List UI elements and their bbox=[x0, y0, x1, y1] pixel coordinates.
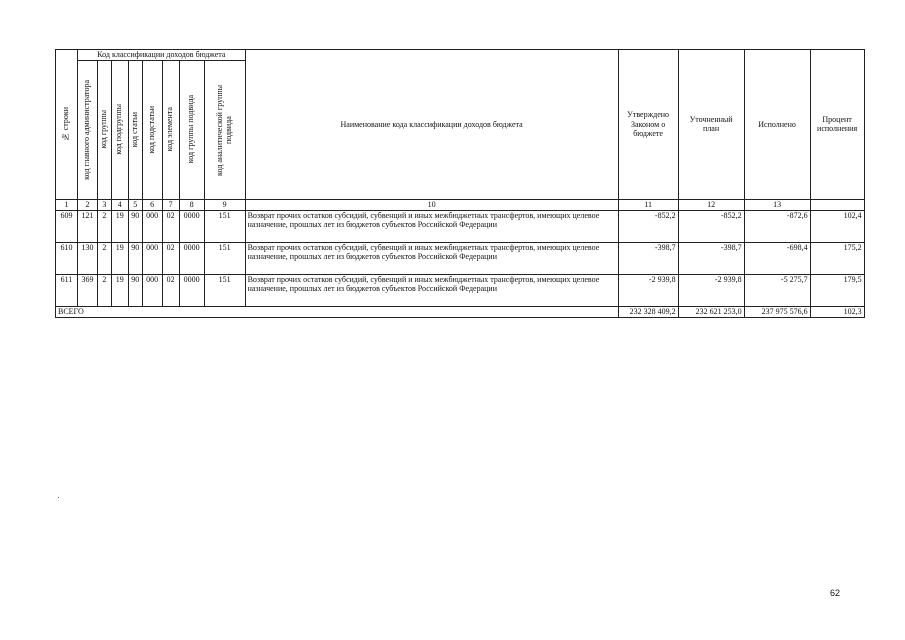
total-plan: 232 621 253,0 bbox=[678, 306, 744, 317]
cell-name: Возврат прочих остатков субсидий, субвенций и иных межбюджетных трансфертов, имеющих целевое назначение, прошлых лет из бюджетов субъектов Российской Федерации bbox=[245, 210, 618, 242]
total-percent: 102,3 bbox=[810, 306, 864, 317]
cell-subarticle: 000 bbox=[142, 210, 162, 242]
total-label: ВСЕГО bbox=[56, 306, 619, 317]
cell-plan: -2 939,8 bbox=[678, 274, 744, 306]
cell-analytic: 151 bbox=[204, 210, 245, 242]
cell-plan: -398,7 bbox=[678, 242, 744, 274]
header-code-subgroup: код подгруппы bbox=[111, 60, 128, 199]
column-number: 1 bbox=[56, 199, 78, 210]
cell-group: 2 bbox=[98, 210, 112, 242]
header-row-no: № строки bbox=[56, 50, 78, 200]
cell-analytic: 151 bbox=[204, 242, 245, 274]
column-number: 7 bbox=[162, 199, 179, 210]
total-row bbox=[56, 306, 865, 317]
cell-plan: -852,2 bbox=[678, 210, 744, 242]
cell-executed: -872,6 bbox=[744, 210, 810, 242]
cell-percent: 102,4 bbox=[810, 210, 864, 242]
total-executed: 237 975 576,6 bbox=[744, 306, 810, 317]
cell-admin: 369 bbox=[78, 274, 98, 306]
column-number bbox=[810, 199, 864, 210]
cell-article: 90 bbox=[128, 274, 142, 306]
header-name: Наименование кода классификации доходов бюджета bbox=[245, 50, 618, 200]
cell-approved: -398,7 bbox=[618, 242, 678, 274]
column-number: 12 bbox=[678, 199, 744, 210]
cell-subgroup: 19 bbox=[111, 210, 128, 242]
cell-percent: 175,2 bbox=[810, 242, 864, 274]
header-code-admin: код главного администратора bbox=[78, 60, 98, 199]
cell-subgroup: 19 bbox=[111, 274, 128, 306]
cell-subtype-group: 0000 bbox=[179, 210, 204, 242]
header-code-group: код группы bbox=[98, 60, 112, 199]
header-code-subarticle: код подстатьи bbox=[142, 60, 162, 199]
column-number: 6 bbox=[142, 199, 162, 210]
cell-name: Возврат прочих остатков субсидий, субвенций и иных межбюджетных трансфертов, имеющих целевое назначение, прошлых лет из бюджетов субъектов Российской Федерации bbox=[245, 242, 618, 274]
cell-name: Возврат прочих остатков субсидий, субвенций и иных межбюджетных трансфертов, имеющих целевое назначение, прошлых лет из бюджетов субъектов Российской Федерации bbox=[245, 274, 618, 306]
header-code-subtype-group: код группы подвида bbox=[179, 60, 204, 199]
column-number: 9 bbox=[204, 199, 245, 210]
cell-subtype-group: 0000 bbox=[179, 242, 204, 274]
table-row bbox=[56, 274, 865, 306]
cell-group: 2 bbox=[98, 274, 112, 306]
cell-row-no: 609 bbox=[56, 210, 78, 242]
column-number: 13 bbox=[744, 199, 810, 210]
cell-approved: -852,2 bbox=[618, 210, 678, 242]
table-row bbox=[56, 242, 865, 274]
cell-row-no: 611 bbox=[56, 274, 78, 306]
cell-executed: -5 275,7 bbox=[744, 274, 810, 306]
cell-subgroup: 19 bbox=[111, 242, 128, 274]
cell-group: 2 bbox=[98, 242, 112, 274]
cell-approved: -2 939,8 bbox=[618, 274, 678, 306]
column-number: 11 bbox=[618, 199, 678, 210]
cell-article: 90 bbox=[128, 242, 142, 274]
cell-row-no: 610 bbox=[56, 242, 78, 274]
budget-revenue-table bbox=[55, 49, 865, 318]
scan-speck bbox=[58, 497, 59, 498]
cell-element: 02 bbox=[162, 210, 179, 242]
column-number: 10 bbox=[245, 199, 618, 210]
header-class-code-group: Код классификации доходов бюджета bbox=[78, 50, 246, 61]
column-number: 8 bbox=[179, 199, 204, 210]
column-number-row bbox=[56, 199, 865, 210]
header-percent: Процент исполнения bbox=[810, 50, 864, 200]
header-approved: Утверждено Законом о бюджете bbox=[618, 50, 678, 200]
cell-article: 90 bbox=[128, 210, 142, 242]
header-code-analytic: код аналитической группы подвида bbox=[204, 60, 245, 199]
cell-element: 02 bbox=[162, 274, 179, 306]
column-number: 4 bbox=[111, 199, 128, 210]
column-number: 2 bbox=[78, 199, 98, 210]
column-number: 5 bbox=[128, 199, 142, 210]
cell-percent: 179,5 bbox=[810, 274, 864, 306]
header-plan: Уточненный план bbox=[678, 50, 744, 200]
header-code-article: код статьи bbox=[128, 60, 142, 199]
cell-admin: 121 bbox=[78, 210, 98, 242]
cell-element: 02 bbox=[162, 242, 179, 274]
table-row bbox=[56, 210, 865, 242]
cell-subtype-group: 0000 bbox=[179, 274, 204, 306]
header-code-element: код элемента bbox=[162, 60, 179, 199]
header-executed: Исполнено bbox=[744, 50, 810, 200]
cell-subarticle: 000 bbox=[142, 274, 162, 306]
cell-admin: 130 bbox=[78, 242, 98, 274]
cell-executed: -698,4 bbox=[744, 242, 810, 274]
cell-subarticle: 000 bbox=[142, 242, 162, 274]
total-approved: 232 328 409,2 bbox=[618, 306, 678, 317]
page-number: 62 bbox=[830, 588, 841, 598]
cell-analytic: 151 bbox=[204, 274, 245, 306]
column-number: 3 bbox=[98, 199, 112, 210]
